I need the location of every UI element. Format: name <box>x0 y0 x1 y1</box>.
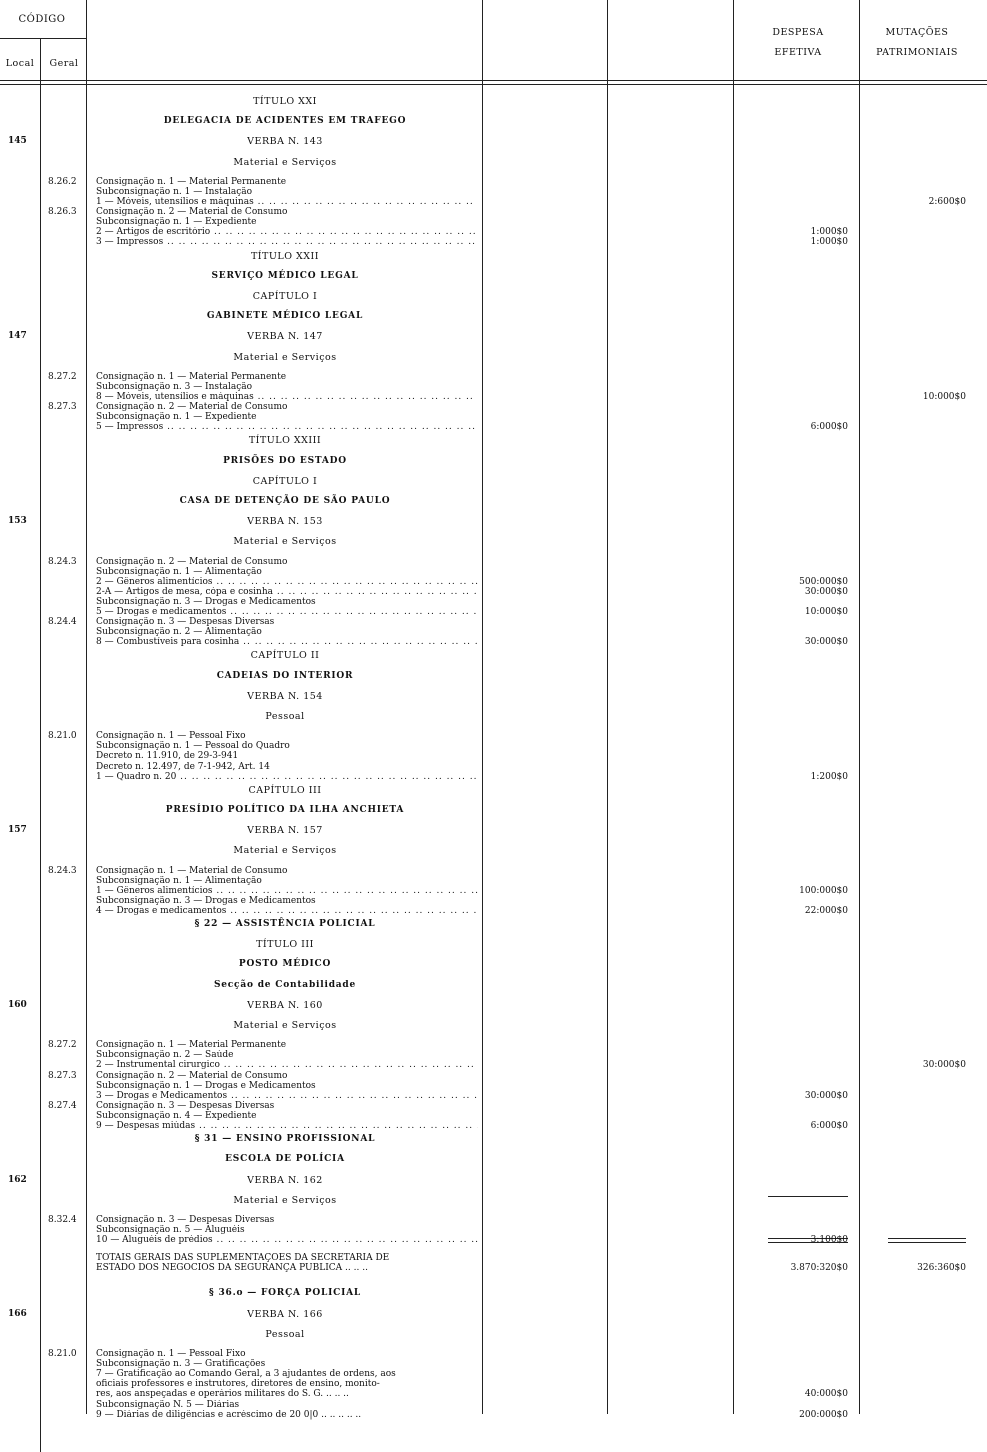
line-item-text: Subconsignação n. 3 — Gratificações <box>96 1359 266 1370</box>
line-item-text: ESTADO DOS NEGÓCIOS DA SEGURANÇA PÚBLICA .. .. .. <box>96 1263 368 1274</box>
line-item-text: Subconsignação n. 5 — Aluguéis <box>96 1225 245 1235</box>
section-heading: VERBA N. 157 <box>247 825 323 837</box>
line-item-text: Consignação n. 1 — Pessoal Fixo <box>96 731 246 742</box>
mutacoes-patrimoniais-value: 10:000$0 <box>922 391 966 402</box>
header-efetiva: EFETIVA <box>774 47 822 58</box>
line-item-text: Decreto n. 12.497, de 7-1-942, Art. 14 <box>96 761 270 772</box>
budget-row <box>0 496 987 507</box>
section-heading: § 22 — ASSISTÊNCIA POLICIAL <box>194 919 376 929</box>
budget-row <box>0 311 987 322</box>
line-item-text: Consignação n. 3 — Despesas Diversas <box>96 1100 275 1111</box>
section-heading: VERBA N. 153 <box>247 516 323 528</box>
section-heading: PRESÍDIO POLÍTICO DA ILHA ANCHIETA <box>165 804 405 815</box>
mutacoes-patrimoniais-value: 326:360$0 <box>917 1263 966 1274</box>
geral-code: 8.21.0 <box>48 1349 77 1359</box>
line-item-text: 1 — Gêneros alimentícios .. .. <box>96 886 478 897</box>
line-item-text: Consignação n. 2 — Material de Consumo <box>96 556 288 567</box>
line-item-text: Subconsignação n. 2 — Alimentação <box>96 627 262 638</box>
budget-row <box>0 711 987 722</box>
budget-row <box>0 1020 987 1031</box>
geral-code: 8.27.4 <box>48 1100 77 1111</box>
budget-row <box>0 939 987 950</box>
line-item-text: Consignação n. 2 — Material de Consumo <box>96 1070 288 1081</box>
budget-row <box>0 1121 987 1132</box>
section-heading: ESCOLA DE POLÍCIA <box>225 1154 345 1165</box>
line-item-text: Subconsignação n. 1 — Expediente <box>96 412 257 423</box>
header-rule-bottom <box>0 80 987 81</box>
geral-code: 8.24.4 <box>48 617 77 628</box>
section-heading: Material e Serviços <box>233 845 337 857</box>
budget-row <box>0 959 987 970</box>
header-mutacoes: MUTAÇÕES <box>885 27 949 38</box>
budget-row <box>0 136 987 147</box>
line-item-text: Consignação n. 3 — Despesas Diversas <box>96 1214 275 1225</box>
budget-row <box>0 919 987 930</box>
header-geral: Geral <box>49 58 79 69</box>
section-heading: Material e Serviços <box>233 351 337 363</box>
line-item-text: 2-A — Artigos de mesa, cópa e cosinha .. .. <box>96 587 478 598</box>
section-heading: CAPÍTULO III <box>248 784 322 796</box>
local-code: 145 <box>8 136 27 147</box>
line-item-text: Consignação n. 1 — Material de Consumo <box>96 865 288 876</box>
line-item-text: TOTAIS GERAIS DAS SUPLEMENTAÇÕES DA SECRETARIA DE <box>96 1253 390 1264</box>
section-heading: POSTO MÉDICO <box>238 959 332 970</box>
budget-row <box>0 1263 987 1274</box>
line-item-text: 4 — Drogas e medicamentos .. .. <box>96 906 478 917</box>
geral-code: 8.32.4 <box>48 1214 77 1225</box>
section-heading: VERBA N. 162 <box>247 1174 323 1186</box>
budget-row <box>0 157 987 168</box>
section-heading: VERBA N. 147 <box>247 331 323 343</box>
line-item-text: 5 — Drogas e medicamentos .. .. <box>96 607 478 618</box>
despesa-efetiva-value: 6:000$0 <box>810 1121 848 1131</box>
line-item-text: 2 — Instrumental cirurgico .. .. <box>96 1060 478 1071</box>
geral-code: 8.26.3 <box>48 207 77 218</box>
budget-row <box>0 476 987 487</box>
budget-row <box>0 1134 987 1145</box>
header-patrimoniais: PATRIMONIAIS <box>876 47 958 58</box>
budget-row <box>0 825 987 836</box>
line-item-text: 2 — Gêneros alimentícios .. .. <box>96 577 478 588</box>
despesa-efetiva-value: 200:000$0 <box>799 1409 848 1420</box>
budget-row <box>0 785 987 796</box>
header-rule-double <box>0 84 987 85</box>
header-local: Local <box>5 58 35 69</box>
line-item-text: Subconsignação n. 1 — Alimentação <box>96 875 262 886</box>
section-heading: DELEGACIA DE ACIDENTES EM TRAFEGO <box>163 116 407 127</box>
section-heading: Secção de Contabilidade <box>213 979 357 990</box>
section-heading: Material e Serviços <box>233 1020 337 1031</box>
section-heading: TÍTULO XXI <box>253 96 317 107</box>
line-item-text: Subconsignação n. 1 — Instalação <box>96 186 253 197</box>
local-code: 153 <box>8 516 27 527</box>
section-heading: TÍTULO III <box>256 939 314 951</box>
line-item-text: res, aos anspeçadas e operários militares do S. G. .. .. .. <box>96 1389 349 1400</box>
section-heading: VERBA N. 166 <box>247 1308 323 1320</box>
section-heading: PRISÕES DO ESTADO <box>223 455 347 466</box>
line-item-text: 8 — Móveis, utensílios e máquinas .. .. <box>96 392 478 403</box>
geral-code: 8.24.3 <box>48 865 77 876</box>
geral-code: 8.24.3 <box>48 556 77 567</box>
despesa-efetiva-value: 500:000$0 <box>799 576 848 587</box>
section-heading: Material e Serviços <box>233 536 337 548</box>
budget-row <box>0 331 987 342</box>
budget-row <box>0 1154 987 1165</box>
section-heading: VERBA N. 154 <box>247 690 323 702</box>
local-code: 157 <box>8 825 27 836</box>
geral-code: 8.27.3 <box>48 402 77 412</box>
budget-row <box>0 1410 987 1421</box>
budget-row <box>0 980 987 991</box>
local-code: 147 <box>8 331 27 342</box>
budget-row <box>0 650 987 661</box>
budget-row <box>0 96 987 107</box>
budget-row <box>0 271 987 282</box>
budget-row <box>0 422 987 433</box>
budget-row <box>0 1309 987 1320</box>
line-item-text: 3 — Impressos .. .. <box>96 237 478 248</box>
geral-code: 8.27.3 <box>48 1070 77 1081</box>
line-item-text: 9 — Despesas miúdas .. .. <box>96 1121 478 1132</box>
budget-row <box>0 516 987 527</box>
budget-row <box>0 1235 987 1246</box>
budget-row <box>0 456 987 467</box>
section-heading: Pessoal <box>265 711 305 722</box>
section-heading: CAPÍTULO I <box>252 290 318 302</box>
section-heading: CADEIAS DO INTERIOR <box>216 670 354 681</box>
line-item-text: Subconsignação n. 1 — Expediente <box>96 217 257 228</box>
despesa-efetiva-value: 30:000$0 <box>804 586 848 597</box>
line-item-text: 9 — Diárias de diligências e acréscimo de 20 0|0 .. .. .. .. .. <box>96 1409 362 1420</box>
budget-row <box>0 291 987 302</box>
local-code: 162 <box>8 1174 27 1185</box>
despesa-efetiva-value: 10:000$0 <box>804 607 848 617</box>
line-item-text: oficiais professores e instrutores, diretores de ensino, monito- <box>96 1379 380 1390</box>
section-heading: SERVIÇO MÉDICO LEGAL <box>211 270 359 281</box>
line-item-text: Subconsignação n. 2 — Saúde <box>96 1050 234 1061</box>
line-item-text: Consignação n. 2 — Material de Consumo <box>96 207 288 218</box>
line-item-text: Subconsignação n. 1 — Pessoal do Quadro <box>96 741 290 752</box>
budget-row <box>0 435 987 446</box>
line-item-text: Subconsignação n. 1 — Alimentação <box>96 566 262 577</box>
mutacoes-patrimoniais-value: 2:600$0 <box>928 197 966 207</box>
section-heading: TÍTULO XXIII <box>248 435 322 447</box>
local-code: 166 <box>8 1308 27 1319</box>
despesa-efetiva-value: 40:000$0 <box>804 1389 848 1400</box>
budget-row <box>0 1288 987 1299</box>
line-item-text: 5 — Impressos .. .. <box>96 422 478 433</box>
line-item-text: Consignação n. 2 — Material de Consumo <box>96 402 288 412</box>
budget-row <box>0 805 987 816</box>
section-heading: Pessoal <box>265 1328 305 1340</box>
budget-row <box>0 772 987 783</box>
line-item-text: Consignação n. 3 — Despesas Diversas <box>96 617 275 628</box>
budget-row <box>0 1175 987 1186</box>
geral-code: 8.27.2 <box>48 1040 77 1051</box>
despesa-efetiva-value: 1:000$0 <box>810 227 848 238</box>
header-codigo: CÓDIGO <box>18 14 66 25</box>
geral-code: 8.26.2 <box>48 176 77 187</box>
budget-row <box>0 237 987 248</box>
line-item-text: 7 — Gratificação ao Comando Geral, a 3 ajudantes de ordens, aos <box>96 1369 396 1380</box>
section-heading: § 31 — ENSINO PROFISSIONAL <box>194 1134 376 1145</box>
budget-row <box>0 1000 987 1011</box>
line-item-text: Subconsignação n. 3 — Drogas e Medicamentos <box>96 895 316 906</box>
despesa-efetiva-value: 3.870:320$0 <box>790 1263 848 1274</box>
line-item-text: 3 — Drogas e Medicamentos .. .. <box>96 1091 478 1102</box>
header-rule-codigo <box>0 38 86 39</box>
section-heading: CAPÍTULO I <box>252 475 318 487</box>
section-heading: CASA DE DETENÇÃO DE SÃO PAULO <box>179 495 391 506</box>
line-item-text: Consignação n. 1 — Material Permanente <box>96 371 287 382</box>
budget-row <box>0 691 987 702</box>
budget-row <box>0 251 987 262</box>
budget-row <box>0 906 987 917</box>
line-item-text: Consignação n. 1 — Material Permanente <box>96 1040 287 1051</box>
despesa-efetiva-value: 6:000$0 <box>810 422 848 433</box>
section-heading: Material e Serviços <box>233 1194 337 1206</box>
section-heading: TÍTULO XXII <box>250 250 320 262</box>
budget-row <box>0 845 987 856</box>
line-item-text: Subconsignação N. 5 — Diárias <box>96 1399 240 1410</box>
line-item-text: 1 — Quadro n. 20 .. .. <box>96 772 478 783</box>
despesa-efetiva-value: 30:000$0 <box>804 1090 848 1101</box>
line-item-text: Subconsignação n. 3 — Instalação <box>96 381 253 392</box>
geral-code: 8.27.2 <box>48 371 77 382</box>
line-item-text: 8 — Combustíveis para cosinha .. .. <box>96 637 478 648</box>
despesa-efetiva-value: 30:000$0 <box>804 637 848 648</box>
despesa-efetiva-value: 1:200$0 <box>810 771 848 782</box>
section-heading: VERBA N. 143 <box>247 136 323 148</box>
section-heading: § 36.o — FORÇA POLICIAL <box>209 1288 361 1299</box>
line-item-text: 10 — Aluguéis de prédios .. .. <box>96 1235 478 1246</box>
line-item-text: Decreto n. 11.910, de 29-3-941 <box>96 751 239 762</box>
despesa-efetiva-value: 3:100$0 <box>810 1235 848 1246</box>
section-heading: VERBA N. 160 <box>247 999 323 1011</box>
budget-row <box>0 1329 987 1340</box>
line-item-text: Consignação n. 1 — Pessoal Fixo <box>96 1349 246 1359</box>
section-heading: GABINETE MÉDICO LEGAL <box>206 311 364 322</box>
despesa-efetiva-value: 1:000$0 <box>810 237 848 248</box>
budget-row <box>0 116 987 127</box>
line-item-text: Subconsignação n. 3 — Drogas e Medicamentos <box>96 596 316 607</box>
despesa-efetiva-value: 100:000$0 <box>799 885 848 896</box>
despesa-efetiva-value: 22:000$0 <box>804 905 848 916</box>
line-item-text: 1 — Móveis, utensílios e máquinas .. .. <box>96 197 478 208</box>
budget-row <box>0 1195 987 1206</box>
line-item-text: Consignação n. 1 — Material Permanente <box>96 176 287 187</box>
budget-row <box>0 352 987 363</box>
budget-row <box>0 637 987 648</box>
geral-code: 8.21.0 <box>48 731 77 742</box>
line-item-text: 2 — Artigos de escritório .. .. <box>96 227 478 238</box>
line-item-text: Subconsignação n. 1 — Drogas e Medicamentos <box>96 1080 316 1091</box>
budget-row <box>0 671 987 682</box>
header-despesa: DESPESA <box>772 27 824 38</box>
section-heading: CAPÍTULO II <box>250 650 320 662</box>
section-heading: Material e Serviços <box>233 156 337 168</box>
local-code: 160 <box>8 999 27 1010</box>
budget-row <box>0 536 987 547</box>
line-item-text: Subconsignação n. 4 — Expediente <box>96 1110 257 1121</box>
mutacoes-patrimoniais-value: 30:000$0 <box>922 1060 966 1071</box>
